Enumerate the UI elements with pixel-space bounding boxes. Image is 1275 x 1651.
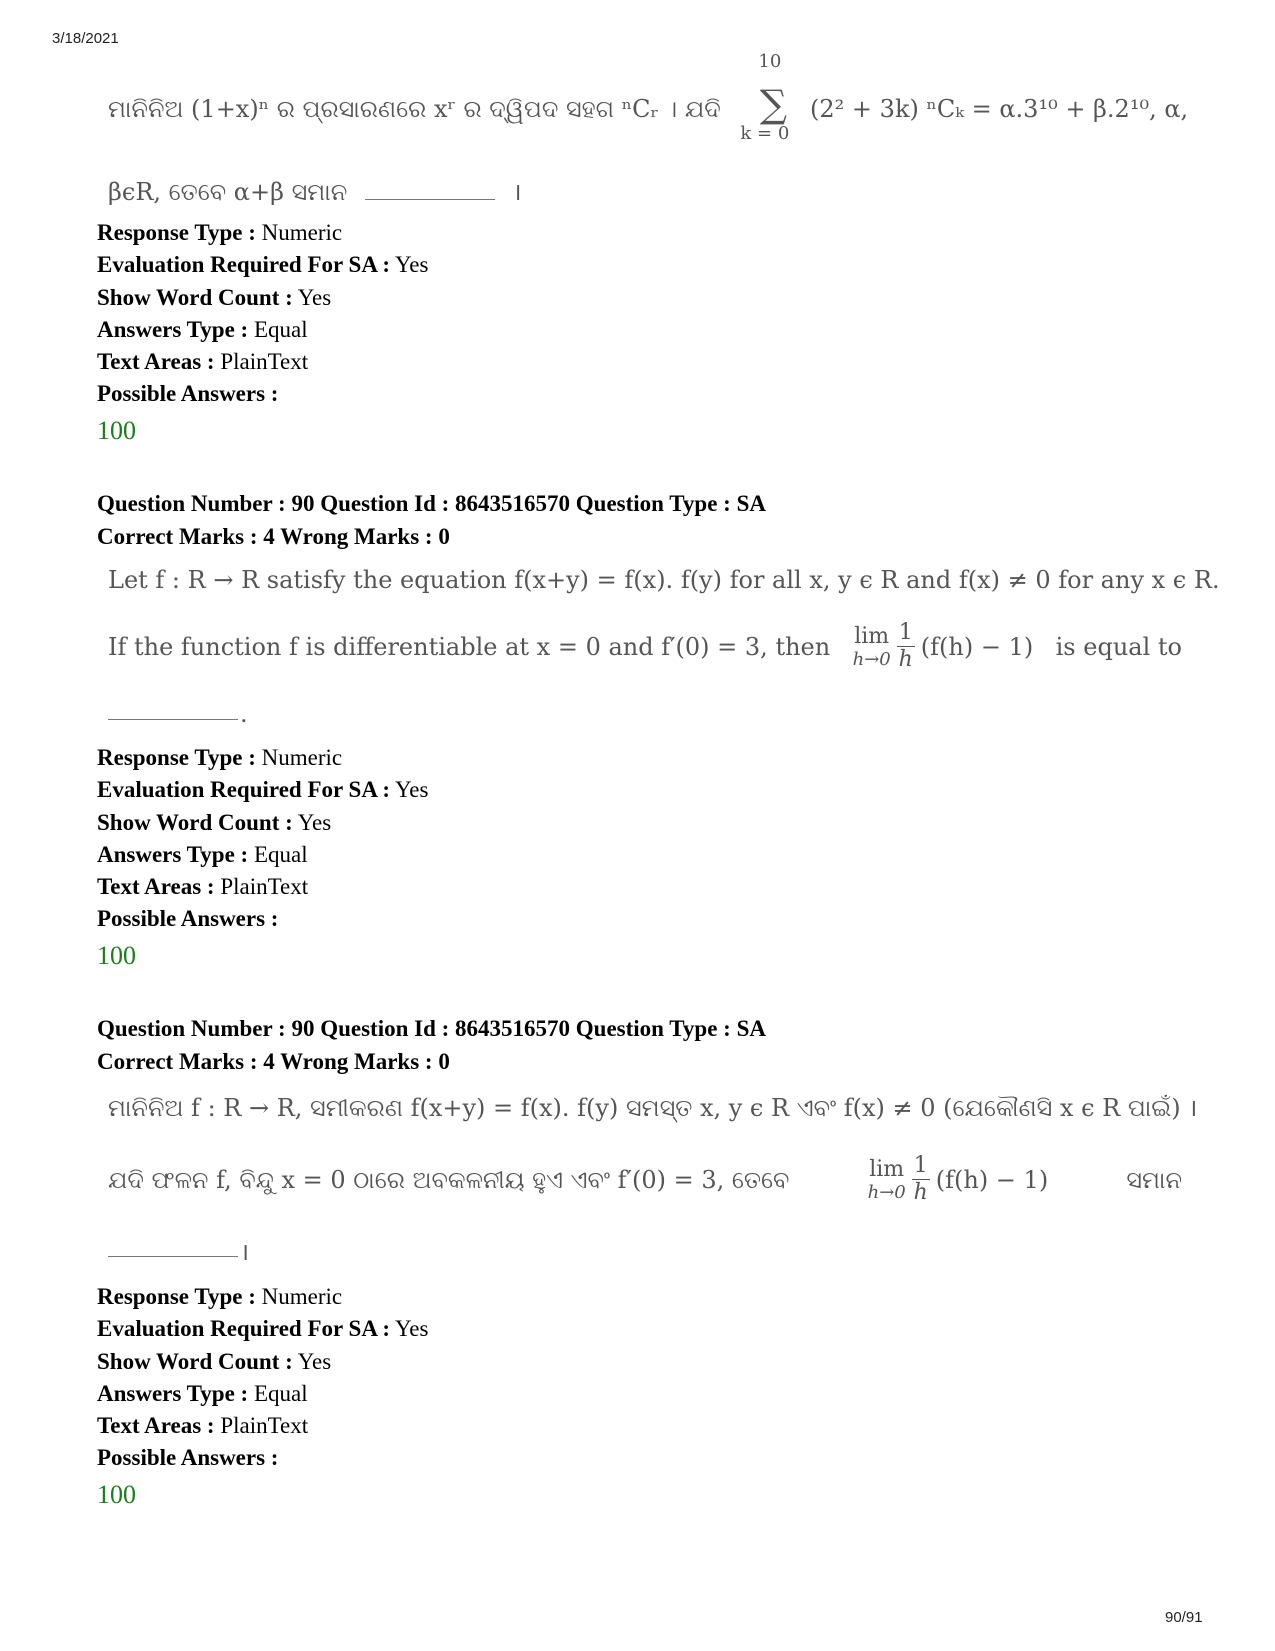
possible-answer-value: 100 xyxy=(97,940,136,970)
question-89-text xyxy=(108,51,1189,210)
question-90b-line-1: ମାନିନିଅ f : R → R, ସମୀକରଣ f(x+y) = f(x). f(y) ସମସ୍ତ x, y ϵ R ଏବଂ f(x) ≠ 0 (ଯେକୌଣସି x ϵ R ପାଇଁ) । xyxy=(108,1094,1198,1122)
page-number: 90/91 xyxy=(1165,1609,1203,1626)
answers-type-row: Answers Type : Equal xyxy=(97,316,308,342)
summation-lower-limit: k = 0 xyxy=(740,123,790,144)
text-areas-row: Text Areas : PlainText xyxy=(97,1413,309,1439)
answers-type-row: Answers Type : Equal xyxy=(97,1380,308,1406)
evaluation-row: Evaluation Required For SA : Yes xyxy=(97,777,429,803)
response-meta-2 xyxy=(97,742,428,972)
response-meta-1 xyxy=(97,217,428,447)
possible-answers-row: Possible Answers : xyxy=(97,1445,279,1471)
question-89-line-1 xyxy=(108,51,1189,144)
summation-upper-limit: 10 xyxy=(758,51,782,72)
question-90b-header xyxy=(97,1013,766,1078)
response-meta-3 xyxy=(97,1281,428,1511)
possible-answers-row: Possible Answers : xyxy=(97,906,279,932)
answer-blank xyxy=(365,189,495,200)
question-90a-line-3: . xyxy=(108,700,1182,728)
question-90a-header-line-2: Correct Marks : 4 Wrong Marks : 0 xyxy=(97,523,450,549)
text-areas-row: Text Areas : PlainText xyxy=(97,874,309,900)
question-90b-header-line-2: Correct Marks : 4 Wrong Marks : 0 xyxy=(97,1048,450,1074)
question-89-line-1-tail: (2² + 3k) ⁿCₖ = α.3¹⁰ + β.2¹⁰, α, xyxy=(810,95,1189,123)
question-90b-line-3: । xyxy=(108,1235,1182,1268)
question-90a-text xyxy=(108,560,1220,735)
question-89-line-1-text: ମାନିନିଅ (1+x)ⁿ ର ପ୍ରସାରଣରେ xʳ ର ଦ୍ୱିପଦ ସହଗ ⁿCᵣ । ଯଦି xyxy=(108,95,721,123)
evaluation-row: Evaluation Required For SA : Yes xyxy=(97,1316,429,1342)
evaluation-row: Evaluation Required For SA : Yes xyxy=(97,252,429,278)
question-89-line-2-text: βϵR, ତେବେ α+β ସମାନ xyxy=(108,178,348,206)
question-90b-text xyxy=(108,1085,1198,1275)
question-90a-header-line-1: Question Number : 90 Question Id : 8643516570 Question Type : SA xyxy=(97,491,766,516)
limit-expression: lim h→0 $\frac{1}{h}$ (f(h) − 1) xyxy=(867,1153,1049,1205)
limit-expression: lim h→0 $\frac{1}{h}$ (f(h) − 1) xyxy=(852,620,1034,672)
response-type-row: Response Type : Numeric xyxy=(97,1284,343,1309)
print-date: 3/18/2021 xyxy=(52,30,119,47)
question-90b-header-line-1: Question Number : 90 Question Id : 8643516570 Question Type : SA xyxy=(97,1016,766,1041)
possible-answer-value: 100 xyxy=(97,415,136,445)
text-areas-row: Text Areas : PlainText xyxy=(97,349,309,375)
question-90b-line-2: ଯଦି ଫଳନ f, ବିନ୍ଦୁ x = 0 ଠାରେ ଅବକଳନୀୟ ହୁଏ ଏବଂ f′(0) = 3, ତେବେ lim h→0 $\frac{1}{h}$ (f(h) − 1) ସମାନ xyxy=(108,1153,1182,1205)
question-90a-line-2: If the function f is differentiable at x = 0 and f′(0) = 3, then lim h→0 $\frac{1}{h}$ (f(h) − 1) is equal to xyxy=(108,620,1182,672)
response-type-row: Response Type : Numeric xyxy=(97,220,343,245)
response-type-row: Response Type : Numeric xyxy=(97,745,343,770)
word-count-row: Show Word Count : Yes xyxy=(97,284,332,310)
question-90a-line-1: Let f : R → R satisfy the equation f(x+y) = f(x). f(y) for all x, y ϵ R and f(x) ≠ 0 for any x ϵ R. xyxy=(108,566,1220,594)
possible-answer-value: 100 xyxy=(97,1479,136,1509)
word-count-row: Show Word Count : Yes xyxy=(97,809,332,835)
possible-answers-row: Possible Answers : xyxy=(97,381,279,407)
answers-type-row: Answers Type : Equal xyxy=(97,841,308,867)
word-count-row: Show Word Count : Yes xyxy=(97,1348,332,1374)
question-89-line-2: βϵR, ତେବେ α+β ସମାନ । xyxy=(108,178,522,206)
answer-blank xyxy=(108,709,238,720)
question-90a-header xyxy=(97,488,766,553)
answer-blank xyxy=(108,1246,238,1257)
summation-symbol: 10 ∑ k = 0 xyxy=(740,51,790,144)
